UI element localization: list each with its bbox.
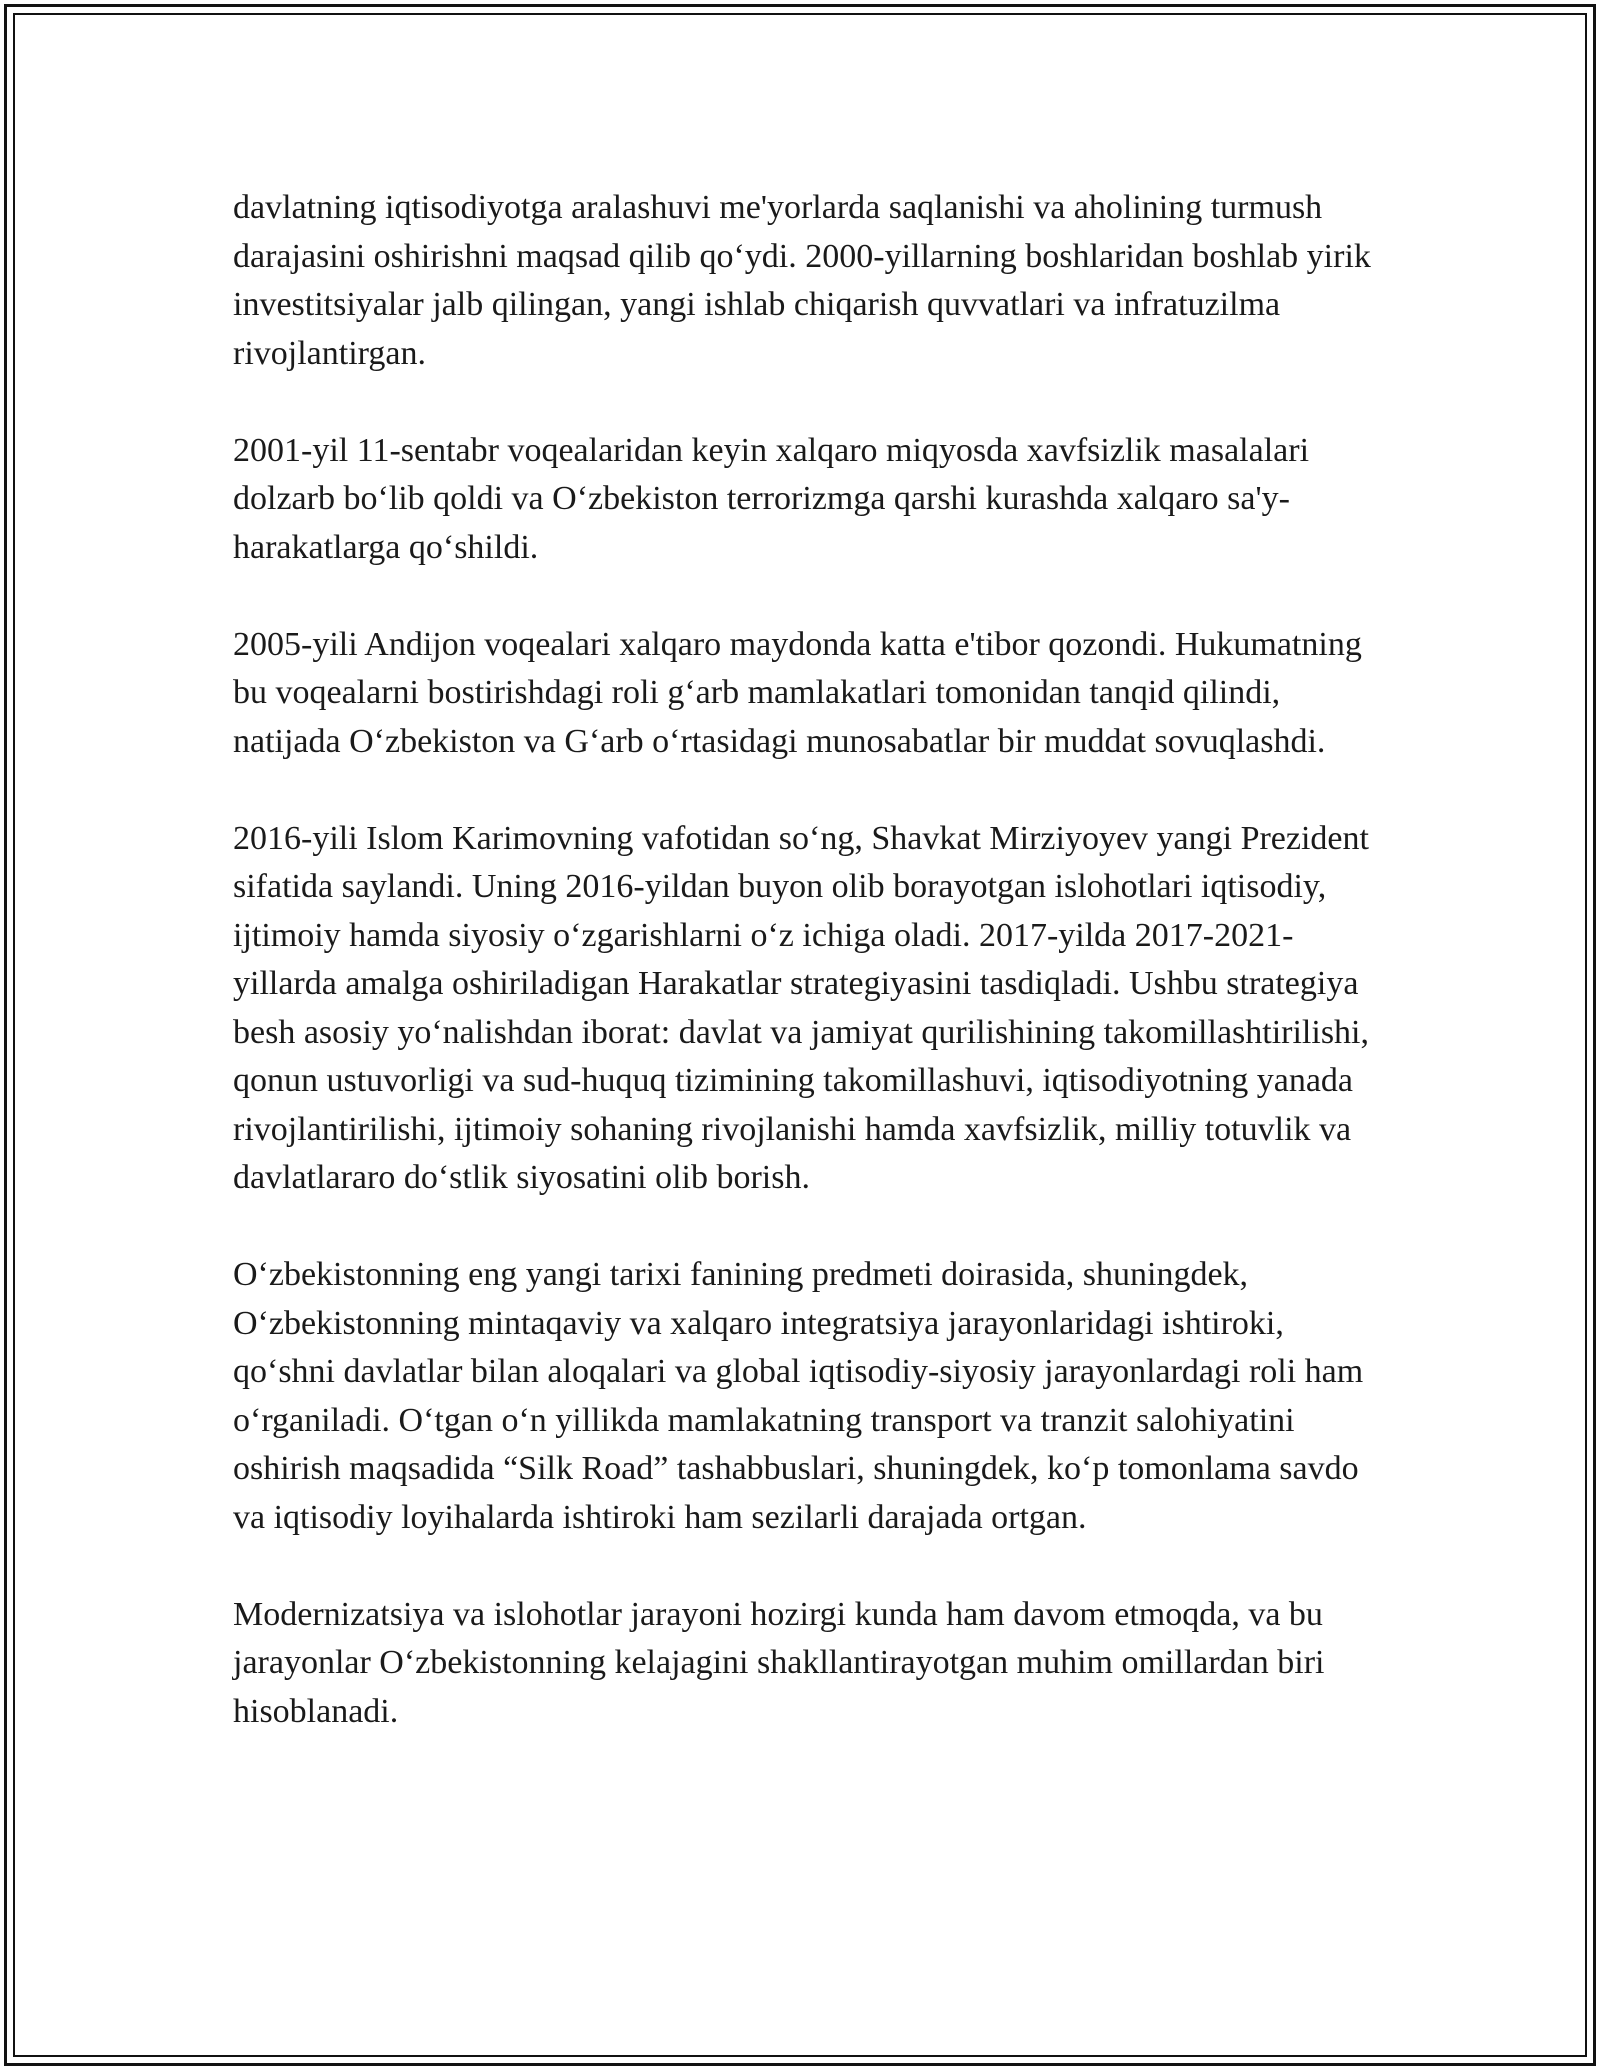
paragraph-integration: Oʻzbekistonning eng yangi tarixi fanining predmeti doirasida, shuningdek, Oʻzbekistonning mintaqaviy va xalqaro integratsiya jarayonlaridagi ishtiroki, qoʻshni davlatlar bilan aloqalari va global iqtisodiy-siyosiy jarayonlardagi roli ham oʻrganiladi. Oʻtgan oʻn yillikda mamlakatning transport va tranzit salohiyatini oshirish maqsadida “Silk Road” tashabbuslari, shuningdek, koʻp tomonlama savdo va iqtisodiy loyihalarda ishtiroki ham sezilarli darajada ortgan. <box>233 1256 1364 1536</box>
paragraph-economy: davlatning iqtisodiyotga aralashuvi me'yorlarda saqlanishi va aholining turmush darajasini oshirishni maqsad qilib qoʻydi. 2000-yillarning boshlaridan boshlab yirik investitsiyalar jalb qilingan, yangi ishlab chiqarish quvvatlari va infratuzilma rivojlantirgan. <box>233 189 1371 372</box>
paragraph-modernization: Modernizatsiya va islohotlar jarayoni hozirgi kunda ham davom etmoqda, va bu jarayonlar Oʻzbekistonning kelajagini shakllantirayotgan muhim omillardan biri hisoblanadi. <box>233 1595 1325 1730</box>
paragraph-andijon-2005: 2005-yili Andijon voqealari xalqaro maydonda katta e'tibor qozondi. Hukumatning bu voqealarni bostirishdagi roli gʻarb mamlakatlari tomonidan tanqid qilindi, natijada Oʻzbekiston va Gʻarb oʻrtasidagi munosabatlar bir muddat sovuqlashdi. <box>233 625 1362 760</box>
paragraph-security-2001: 2001-yil 11-sentabr voqealaridan keyin xalqaro miqyosda xavfsizlik masalalari dolzarb boʻlib qoldi va Oʻzbekiston terrorizmga qarshi kurashda xalqaro sa'y-harakatlarga qoʻshildi. <box>233 431 1310 566</box>
paragraph-reforms-2016: 2016-yili Islom Karimovning vafotidan soʻng, Shavkat Mirziyoyev yangi Prezident sifatida saylandi. Uning 2016-yildan buyon olib borayotgan islohotlari iqtisodiy, ijtimoiy hamda siyosiy oʻzgarishlarni oʻz ichiga oladi. 2017-yilda 2017-2021-yillarda amalga oshiriladigan Harakatlar strategiyasini tasdiqladi. Ushbu strategiya besh asosiy yoʻnalishdan iborat: davlat va jamiyat qurilishining takomillashtirilishi, qonun ustuvorligi va sud-huquq tizimining takomillashuvi, iqtisodiyotning yanada rivojlantirilishi, ijtimoiy sohaning rivojlanishi hamda xavfsizlik, milliy totuvlik va davlatlararo doʻstlik siyosatini olib borish. <box>233 819 1369 1196</box>
document-body <box>233 184 1373 1736</box>
